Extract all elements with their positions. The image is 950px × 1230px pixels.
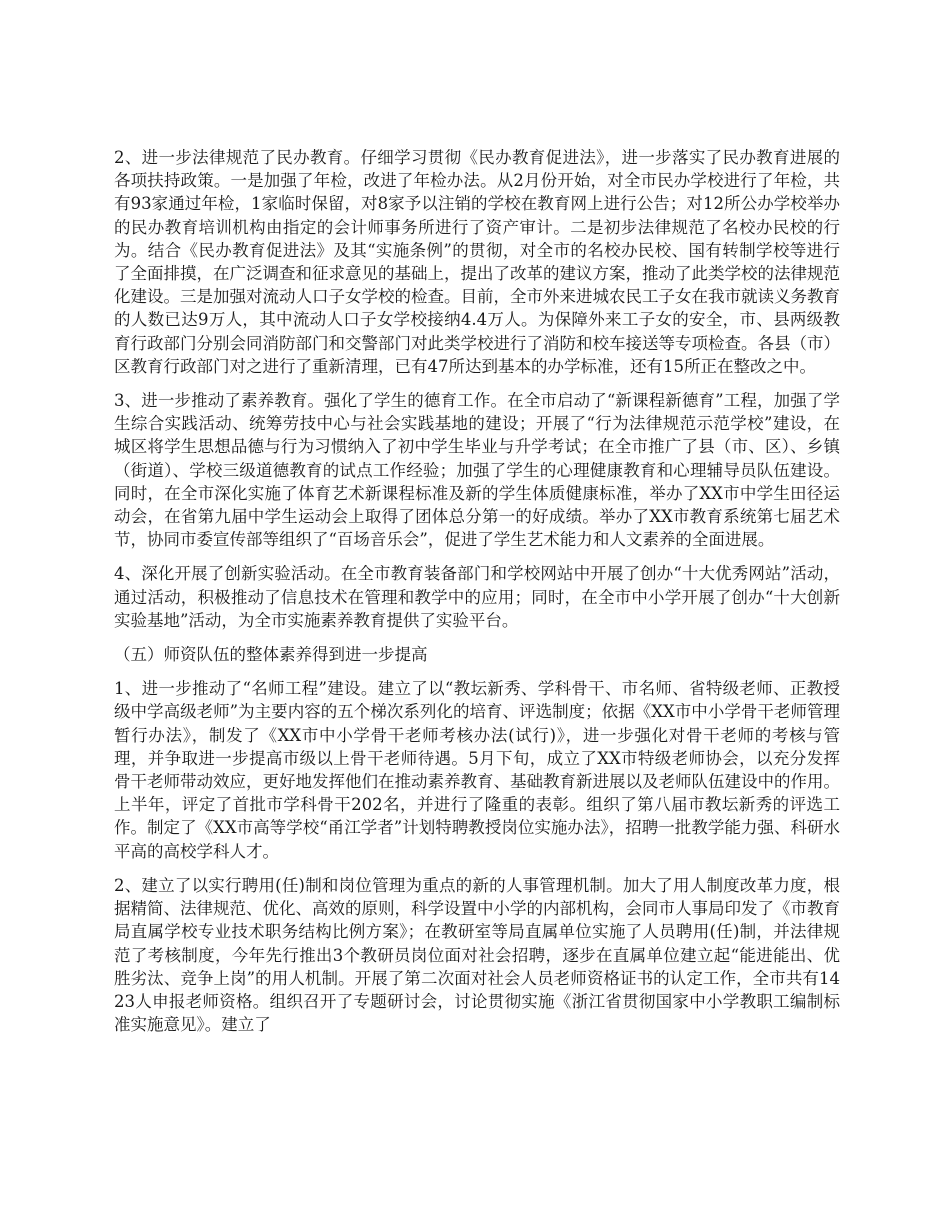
paragraph-innovation-experiment: 4、深化开展了创新实验活动。在全市教育装备部门和学校网站中开展了创办“十大优秀网站”活动，通过活动，积极推动了信息技术在管理和教学中的应用；同时，在全市中小学开展了创办“十大创新实验基地”活动，为全市实施素养教育提供了实验平台。: [114, 564, 840, 630]
section-heading-teacher-quality: （五）师资队伍的整体素养得到进一步提高: [114, 645, 428, 665]
paragraph-famous-teacher-project: 1、进一步推动了“名师工程”建设。建立了以“教坛新秀、学科骨干、市名师、省特级老师、正教授级中学高级老师”为主要内容的五个梯次系列化的培育、评选制度；依据《XX市中小学骨干老师管理暂行办法》，制发了《XX市中小学骨干老师考核办法(试行)》，进一步强化对骨干老师的考核与管理，并争取进一步提高市级以上骨干老师待遇。5月下旬，成立了XX市特级老师协会，以充分发挥骨干老师带动效应，更好地发挥他们在推动素养教育、基础教育新进展以及老师队伍建设中的作用。上半年，评定了首批市学科骨干202名，并进行了隆重的表彰。组织了第八届市教坛新秀的评选工作。制定了《XX市高等学校“甬江学者”计划特聘教授岗位实施办法》，招聘一批教学能力强、科研水平高的高校学科人才。: [114, 679, 840, 861]
document-body: [114, 146, 840, 1047]
paragraph-quality-education: 3、进一步推动了素养教育。强化了学生的德育工作。在全市启动了“新课程新德育”工程，加强了学生综合实践活动、统筹劳技中心与社会实践基地的建设；开展了“行为法律规范示范学校”建设，在城区将学生思想品德与行为习惯纳入了初中学生毕业与升学考试；在全市推广了县（市、区）、乡镇（街道）、学校三级道德教育的试点工作经验；加强了学生的心理健康教育和心理辅导员队伍建设。同时，在全市深化实施了体育艺术新课程标准及新的学生体质健康标准，举办了XX市中学生田径运动会，在省第九届中学生运动会上取得了团体总分第一的好成绩。举办了XX市教育系统第七届艺术节，协同市委宣传部等组织了“百场音乐会”，促进了学生艺术能力和人文素养的全面进展。: [114, 391, 840, 550]
paragraph-personnel-management: 2、建立了以实行聘用(任)制和岗位管理为重点的新的人事管理机制。加大了用人制度改革力度，根据精简、法律规范、优化、高效的原则，科学设置中小学的内部机构，会同市人事局印发了《市教育局直属学校专业技术职务结构比例方案》；在教研室等局直属单位实施了人员聘用(任)制，并法律规范了考核制度，今年先行推出3个教研员岗位面对社会招聘，逐步在直属单位建立起“能进能出、优胜劣汰、竞争上岗”的用人机制。开展了第二次面对社会人员老师资格证书的认定工作，全市共有1423人申报老师资格。组织召开了专题研讨会，讨论贯彻实施《浙江省贯彻国家中小学教职工编制标准实施意见》。建立了: [114, 875, 840, 1035]
paragraph-private-education: 2、进一步法律规范了民办教育。仔细学习贯彻《民办教育促进法》，进一步落实了民办教育进展的各项扶持政策。一是加强了年检，改进了年检办法。从2月份开始，对全市民办学校进行了年检，共有93家通过年检，1家临时保留，对8家予以注销的学校在教育网上进行公告；对12所公办学校举办的民办教育培训机构由指定的会计师事务所进行了资产审计。二是初步法律规范了名校办民校的行为。结合《民办教育促进法》及其“实施条例”的贯彻，对全市的名校办民校、国有转制学校等进行了全面排摸，在广泛调查和征求意见的基础上，提出了改革的建议方案，推动了此类学校的法律规范化建设。三是加强对流动人口子女学校的检查。目前，全市外来进城农民工子女在我市就读义务教育的人数已达9万人，其中流动人口子女学校接纳4.4万人。为保障外来工子女的安全，市、县两级教育行政部门分别会同消防部门和交警部门对此类学校进行了消防和校车接送等专项检查。各县（市）区教育行政部门对之进行了重新清理，已有47所达到基本的办学标准，还有15所正在整改之中。: [114, 148, 840, 376]
